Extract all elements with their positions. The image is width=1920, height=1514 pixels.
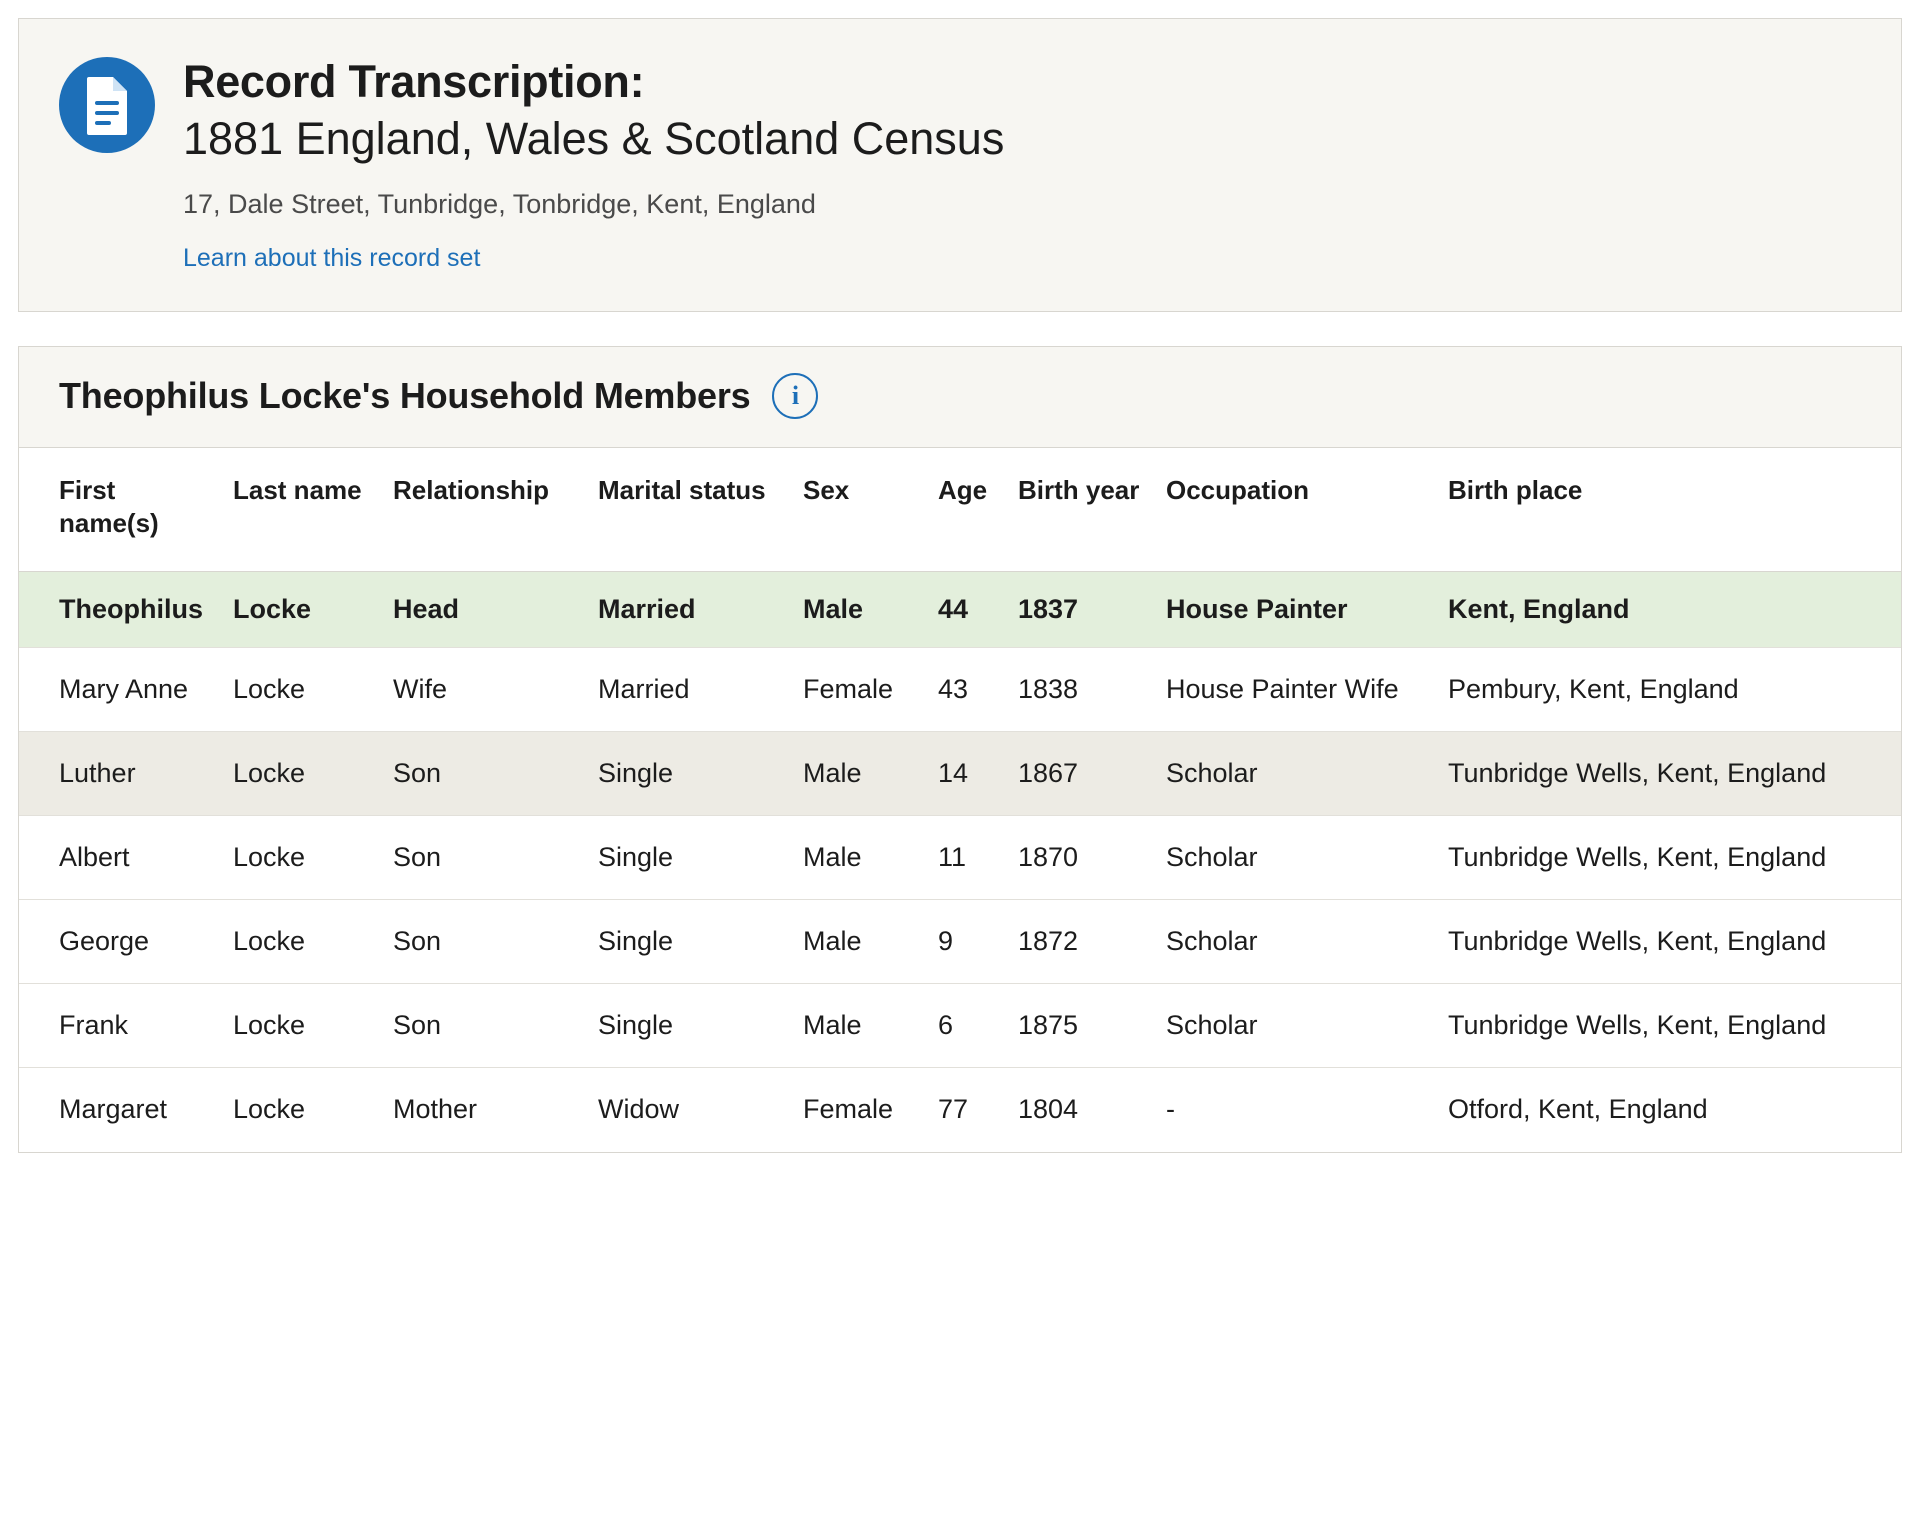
cell-age: 6	[926, 984, 1006, 1068]
cell-birth-place: Tunbridge Wells, Kent, England	[1436, 984, 1901, 1068]
cell-marital-status: Married	[586, 647, 791, 731]
cell-age: 44	[926, 571, 1006, 647]
table-header-row	[19, 448, 1901, 571]
cell-last-name: Locke	[221, 571, 381, 647]
cell-marital-status: Single	[586, 816, 791, 900]
record-header-card	[18, 18, 1902, 312]
document-icon	[59, 57, 155, 153]
cell-sex: Male	[791, 731, 926, 815]
cell-last-name: Locke	[221, 647, 381, 731]
cell-marital-status: Single	[586, 900, 791, 984]
cell-first-name: George	[19, 900, 221, 984]
cell-occupation: House Painter	[1154, 571, 1436, 647]
record-set-name: 1881 England, Wales & Scotland Census	[183, 113, 1005, 165]
cell-birth-year: 1872	[1006, 900, 1154, 984]
cell-occupation: Scholar	[1154, 816, 1436, 900]
cell-last-name: Locke	[221, 984, 381, 1068]
cell-last-name: Locke	[221, 900, 381, 984]
cell-sex: Female	[791, 647, 926, 731]
record-address: 17, Dale Street, Tunbridge, Tonbridge, Kent, England	[183, 188, 816, 219]
cell-birth-year: 1875	[1006, 984, 1154, 1068]
cell-marital-status: Widow	[598, 1094, 680, 1125]
column-header-birth-place: Birth place	[1436, 448, 1901, 571]
cell-age: 11	[926, 816, 1006, 900]
cell-relationship: Wife	[381, 647, 586, 731]
table-row[interactable]	[19, 984, 1901, 1068]
cell-age: 77	[938, 1094, 969, 1125]
cell-sex: Female	[803, 1094, 894, 1125]
cell-age: 14	[926, 731, 1006, 815]
cell-marital-status: Single	[586, 731, 791, 815]
column-header-sex: Sex	[791, 448, 926, 571]
table-row[interactable]	[19, 731, 1901, 815]
cell-birth-year: 1837	[1006, 571, 1154, 647]
cell-birth-place: Tunbridge Wells, Kent, England	[1436, 900, 1901, 984]
header-text-block	[183, 53, 1004, 273]
cell-first-name: Frank	[19, 984, 221, 1068]
cell-occupation: -	[1166, 1094, 1175, 1125]
table-row[interactable]	[19, 816, 1901, 900]
column-header-marital-status: Marital status	[586, 448, 791, 571]
cell-relationship: Son	[381, 816, 586, 900]
cell-occupation: House Painter Wife	[1154, 647, 1436, 731]
cell-birth-place: Tunbridge Wells, Kent, England	[1436, 816, 1901, 900]
cell-first-name: Theophilus	[19, 571, 221, 647]
cell-birth-place: Otford, Kent, England	[1448, 1094, 1708, 1125]
cell-sex: Male	[791, 900, 926, 984]
column-header-occupation: Occupation	[1154, 448, 1436, 571]
cell-sex: Male	[791, 984, 926, 1068]
column-header-age: Age	[926, 448, 1006, 571]
cell-relationship: Head	[381, 571, 586, 647]
column-header-birth-year: Birth year	[1006, 448, 1154, 571]
cell-first-name: Albert	[19, 816, 221, 900]
cell-birth-year: 1804	[1018, 1094, 1079, 1125]
cell-birth-year: 1867	[1006, 731, 1154, 815]
cell-occupation: Scholar	[1154, 984, 1436, 1068]
info-icon[interactable]: i	[772, 373, 818, 419]
household-members-table	[19, 448, 1901, 1152]
column-header-relationship: Relationship	[381, 448, 586, 571]
table-row[interactable]	[19, 900, 1901, 984]
household-title: Theophilus Locke's Household Members	[59, 375, 751, 417]
page-title: Record Transcription:	[183, 56, 645, 107]
cell-marital-status: Married	[586, 571, 791, 647]
table-row[interactable]	[19, 1068, 1901, 1152]
cell-sex: Male	[791, 816, 926, 900]
cell-first-name: Margaret	[59, 1094, 168, 1125]
cell-birth-year: 1870	[1006, 816, 1154, 900]
cell-first-name: Luther	[19, 731, 221, 815]
column-header-last-name: Last name	[221, 448, 381, 571]
table-row[interactable]	[19, 571, 1901, 647]
cell-age: 43	[926, 647, 1006, 731]
cell-occupation: Scholar	[1154, 900, 1436, 984]
cell-relationship: Son	[381, 984, 586, 1068]
cell-birth-place: Tunbridge Wells, Kent, England	[1436, 731, 1901, 815]
column-header-first-name: First name(s)	[19, 448, 221, 571]
learn-about-record-set-link[interactable]: Learn about this record set	[183, 244, 481, 273]
cell-birth-place: Kent, England	[1436, 571, 1901, 647]
cell-relationship: Son	[381, 731, 586, 815]
cell-relationship: Mother	[393, 1094, 478, 1125]
cell-sex: Male	[791, 571, 926, 647]
cell-relationship: Son	[381, 900, 586, 984]
household-header	[19, 347, 1901, 448]
cell-last-name: Locke	[221, 731, 381, 815]
cell-birth-place: Pembury, Kent, England	[1436, 647, 1901, 731]
cell-last-name: Locke	[233, 1094, 306, 1125]
cell-birth-year: 1838	[1006, 647, 1154, 731]
cell-marital-status: Single	[586, 984, 791, 1068]
cell-first-name: Mary Anne	[19, 647, 221, 731]
cell-last-name: Locke	[221, 816, 381, 900]
cell-age: 9	[926, 900, 1006, 984]
table-row[interactable]	[19, 647, 1901, 731]
cell-occupation: Scholar	[1154, 731, 1436, 815]
household-members-card	[18, 346, 1902, 1153]
